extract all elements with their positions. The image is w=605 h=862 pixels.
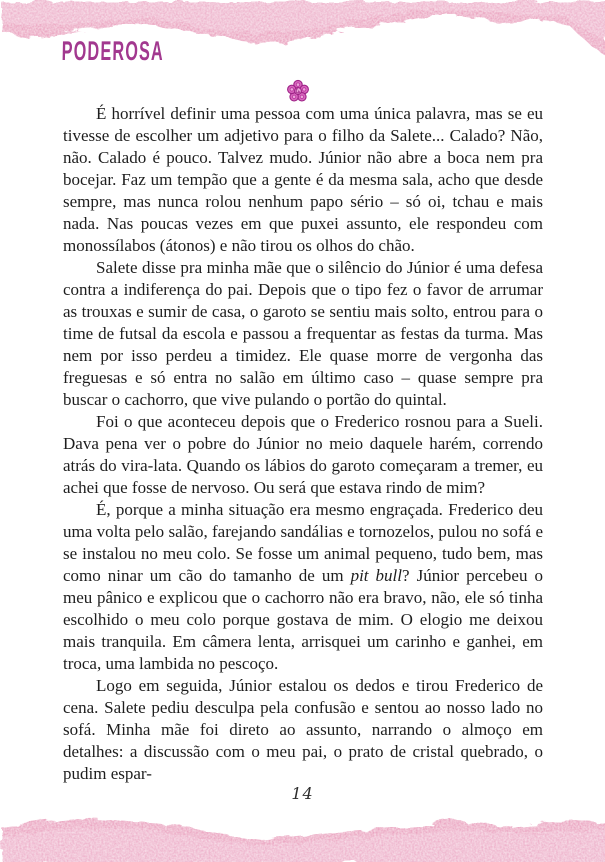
- page-title: PODEROSA: [61, 36, 165, 66]
- paragraph: [63, 103, 543, 257]
- text-segment: ? Júnior percebeu o meu pânico e explicou que o cachorro não era bravo, não, ele só tinha escolhido o meu colo porque gostava de mim. O elogio me deixou mais tranquila. Em câmera lenta, arrisquei um carinho e ganhei, em troca, uma lambida no pescoço.: [63, 566, 543, 673]
- text-segment: É, porque a minha situação era mesmo engraçada. Frederico deu uma volta pelo salão, farejando sandálias e tornozelos, pulou no sofá e se instalou no meu colo. Se fosse um animal pequeno, tudo bem, mas como ninar um cão do tamanho de um: [63, 500, 543, 585]
- text-segment: Logo em seguida, Júnior estalou os dedos e tirou Frederico de cena. Salete pediu desculpa pela confusão e sentou ao nosso lado no sofá. Minha mãe foi direto ao assunto, narrando o almoço em detalhes: a discussão com o meu pai, o prato de cristal quebrado, o pudim espar-: [63, 676, 543, 783]
- paragraph: [63, 675, 543, 785]
- paragraph: [63, 411, 543, 499]
- body-text: [63, 103, 543, 785]
- paragraph: [63, 499, 543, 675]
- flower-ornament-icon: [286, 79, 310, 103]
- page-number: 14: [291, 784, 314, 803]
- text-segment: Salete disse pra minha mãe que o silêncio do Júnior é uma defesa contra a indiferença do pai. Depois que o tipo fez o favor de arrumar as trouxas e sumir de casa, o garoto se sentiu mais solto, entrou para o time de futsal da escola e passou a frequentar as festas da turma. Mas nem por isso perdeu a timidez. Ele quase morre de vergonha das freguesas e só entra no salão em último caso – quase sempre pra buscar o cachorro, que vive pulando o portão do quintal.: [63, 258, 543, 409]
- paragraph: [63, 257, 543, 411]
- italic-text-segment: pit bull: [350, 566, 403, 585]
- text-segment: Foi o que aconteceu depois que o Frederico rosnou para a Sueli. Dava pena ver o pobre do Júnior no meio daquele harém, correndo atrás do vira-lata. Quando os lábios do garoto começaram a tremer, eu achei que fosse de nervoso. Ou será que estava rindo de mim?: [63, 412, 543, 497]
- torn-paper-bottom-border: [0, 814, 605, 862]
- text-segment: É horrível definir uma pessoa com uma única palavra, mas se eu tivesse de escolher um adjetivo para o filho da Salete... Calado? Não, não. Calado é pouco. Talvez mudo. Júnior não abre a boca nem pra bocejar. Faz um tempão que a gente é da mesma sala, acho que desde sempre, mas nunca rolou nenhum papo sério – só oi, tchau e mais nada. Nas poucas vezes em que puxei assunto, ele respondeu com monossílabos (átonos) e não tirou os olhos do chão.: [63, 104, 543, 255]
